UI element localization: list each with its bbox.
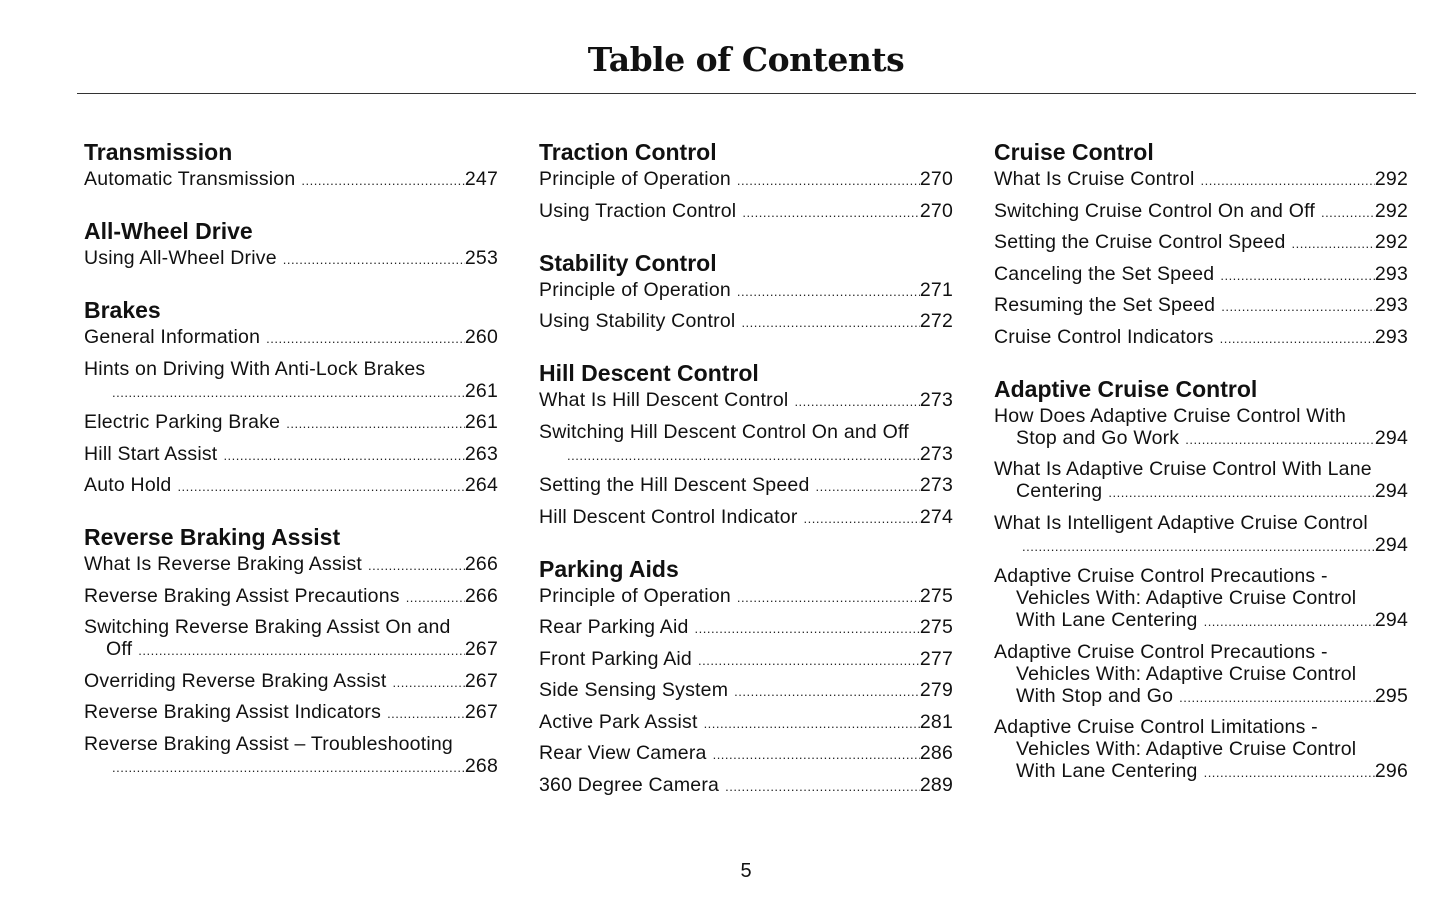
toc-entry-link[interactable] [84, 616, 498, 662]
dot-leader [1108, 480, 1375, 504]
dot-leader [794, 389, 919, 413]
dot-leader [742, 200, 920, 224]
toc-entry-link[interactable] [994, 565, 1408, 633]
entry-title: Resuming the Set Speed [994, 294, 1216, 316]
toc-entry-link[interactable] [539, 421, 953, 467]
toc-entry-link[interactable] [994, 326, 1408, 350]
dot-leader [1221, 294, 1375, 318]
entry-title: What Is Cruise Control [994, 168, 1195, 190]
entry-main-line [539, 506, 953, 530]
dot-leader [734, 679, 920, 703]
entry-title-line: Vehicles With: Adaptive Cruise Control [1016, 587, 1357, 609]
dot-leader [725, 774, 920, 798]
entry-title: Active Park Assist [539, 710, 698, 733]
entry-page-number: 268 [464, 754, 498, 777]
entry-page-number: 271 [919, 278, 953, 301]
entry-main-line [539, 679, 953, 703]
entry-main-line [539, 648, 953, 672]
page-title: Table of Contents [587, 40, 905, 79]
entry-title-line: Vehicles With: Adaptive Cruise Control [1016, 738, 1357, 760]
entry-main-line [994, 263, 1408, 287]
entry-main-line [539, 774, 953, 798]
entry-page-number: 275 [919, 584, 953, 607]
entry-title-line [539, 421, 953, 443]
entry-title: Automatic Transmission [84, 168, 296, 190]
toc-section-stability-control [539, 248, 953, 335]
toc-entry-link[interactable] [539, 310, 953, 334]
section-heading: Parking Aids [539, 555, 679, 582]
entry-title-line [994, 641, 1408, 663]
dot-leader [1201, 168, 1375, 192]
entry-title: Hill Descent Control Indicator [539, 505, 798, 528]
entry-page-number: 292 [1374, 199, 1408, 222]
entry-page-number: 267 [464, 701, 498, 723]
entry-page-number: 267 [464, 669, 498, 692]
dot-leader [112, 380, 465, 404]
section-heading: Traction Control [539, 139, 717, 165]
entry-main-line [84, 670, 498, 694]
entry-main-line [84, 701, 498, 725]
entry-title: Switching Reverse Braking Assist On and [84, 616, 451, 638]
entry-title-line [994, 716, 1408, 738]
dot-leader [1291, 231, 1374, 255]
dot-leader [737, 279, 920, 303]
dot-leader [1321, 200, 1375, 224]
entry-main-line [539, 200, 953, 224]
toc-column-2 [539, 137, 953, 822]
entry-title: With Lane Centering [1016, 609, 1198, 631]
entry-main-line [994, 294, 1408, 318]
entry-main-line [84, 380, 498, 404]
entry-main-line [994, 326, 1408, 350]
entry-title: Using Stability Control [539, 310, 736, 332]
entry-page-number: 293 [1374, 325, 1408, 348]
entry-title: Switching Hill Descent Control On and Off [539, 420, 909, 443]
section-heading: Stability Control [539, 249, 717, 276]
toc-entry-link[interactable] [994, 512, 1408, 558]
entry-main-line [539, 310, 953, 334]
dot-leader [737, 168, 920, 192]
entry-title: Cruise Control Indicators [994, 325, 1214, 348]
toc-entry-link[interactable] [84, 443, 498, 467]
entry-page-number: 267 [464, 638, 498, 660]
dot-leader [567, 443, 920, 467]
entry-title: Principle of Operation [539, 168, 731, 190]
toc-entry-link[interactable] [539, 648, 953, 672]
dot-leader [177, 474, 464, 498]
entry-title: Electric Parking Brake [84, 411, 281, 433]
toc-entry-link[interactable] [84, 585, 498, 609]
entry-title: Principle of Operation [539, 278, 731, 301]
entry-title: Stop and Go Work [1016, 426, 1180, 449]
dot-leader [1220, 326, 1375, 350]
entry-page-number: 261 [464, 379, 498, 402]
dot-leader [286, 411, 465, 435]
entry-title: Reverse Braking Assist Precautions [84, 584, 400, 607]
entry-title: Front Parking Aid [539, 647, 692, 670]
entry-title: Hill Start Assist [84, 442, 218, 465]
entry-title-line [994, 565, 1408, 587]
title-divider [77, 93, 1416, 94]
dot-leader [1022, 534, 1375, 558]
entry-page-number: 292 [1374, 168, 1408, 190]
dot-leader [804, 506, 920, 530]
toc-entry-link[interactable] [994, 716, 1408, 784]
entry-title: Rear View Camera [539, 742, 707, 764]
toc-section-reverse-braking-assist [84, 522, 498, 779]
entry-main-line [994, 609, 1408, 633]
entry-title: What Is Intelligent Adaptive Cruise Control [994, 511, 1368, 534]
toc-entry-link[interactable] [84, 326, 498, 350]
entry-page-number: 289 [919, 773, 953, 796]
section-heading: Cruise Control [994, 139, 1154, 165]
toc-section-parking-aids [539, 554, 953, 798]
entry-title: What Is Adaptive Cruise Control With Lane [994, 458, 1372, 480]
entry-page-number: 261 [464, 411, 498, 433]
section-heading: All-Wheel Drive [84, 218, 253, 244]
entry-main-line [994, 685, 1408, 709]
toc-entry-link[interactable] [539, 742, 953, 766]
entry-main-line [84, 474, 498, 498]
dot-leader [266, 326, 465, 350]
entry-main-line [84, 755, 498, 779]
entry-main-line [539, 443, 953, 467]
toc-entry-link[interactable] [84, 247, 498, 271]
toc-section-cruise-control [994, 137, 1408, 350]
entry-main-line [539, 742, 953, 766]
entry-page-number: 294 [1374, 533, 1408, 556]
dot-leader [301, 168, 464, 192]
section-heading: Adaptive Cruise Control [994, 375, 1258, 402]
toc-section-adaptive-cruise-control [994, 374, 1408, 785]
dot-leader [741, 310, 919, 334]
toc-entry-link[interactable] [84, 168, 498, 192]
entry-main-line [994, 760, 1408, 784]
entry-title: Using Traction Control [539, 199, 737, 222]
toc-entry-link[interactable] [539, 389, 953, 413]
dot-leader [406, 585, 465, 609]
toc-entry-link[interactable] [539, 200, 953, 224]
toc-entry-link[interactable] [539, 679, 953, 703]
entry-page-number: 295 [1374, 684, 1408, 707]
entry-title-line [994, 405, 1408, 427]
entry-title: Setting the Hill Descent Speed [539, 474, 810, 496]
dot-leader [1204, 760, 1375, 784]
dot-leader [698, 648, 920, 672]
entry-main-line [994, 427, 1408, 451]
entry-page-number: 275 [919, 616, 953, 638]
entry-page-number: 260 [464, 326, 498, 348]
entry-main-line [539, 711, 953, 735]
entry-page-number: 281 [919, 710, 953, 733]
entry-page-number: 266 [464, 584, 498, 607]
dot-leader [223, 443, 464, 467]
section-heading: Brakes [84, 297, 161, 323]
section-heading: Hill Descent Control [539, 360, 759, 386]
entry-title: General Information [84, 326, 261, 348]
toc-entry-link[interactable] [539, 774, 953, 798]
dot-leader [816, 474, 920, 498]
entry-title-line: Vehicles With: Adaptive Cruise Control [1016, 662, 1357, 685]
entry-main-line [994, 480, 1408, 504]
entry-title: How Does Adaptive Cruise Control With [994, 404, 1347, 427]
dot-leader [368, 553, 465, 577]
toc-entry-link[interactable] [994, 231, 1408, 255]
entry-title: Hints on Driving With Anti-Lock Brakes [84, 357, 426, 380]
dot-leader [737, 585, 920, 609]
entry-page-number: 293 [1374, 294, 1408, 316]
toc-entry-link[interactable] [994, 168, 1408, 192]
toc-entry-link[interactable] [994, 458, 1408, 504]
entry-title: Switching Cruise Control On and Off [994, 199, 1315, 222]
entry-title: Rear Parking Aid [539, 616, 689, 638]
toc-entry-link[interactable] [84, 474, 498, 498]
toc-section-hill-descent-control [539, 358, 953, 530]
entry-page-number: 294 [1374, 426, 1408, 449]
entry-page-number: 294 [1374, 480, 1408, 502]
entry-title: Principle of Operation [539, 584, 731, 607]
entry-title: Off [106, 638, 133, 660]
entry-title-line [994, 512, 1408, 534]
dot-leader [695, 616, 920, 640]
entry-title: Using All-Wheel Drive [84, 247, 277, 269]
toc-entry-link[interactable] [539, 474, 953, 498]
entry-main-line [84, 585, 498, 609]
entry-page-number: 266 [464, 553, 498, 575]
entry-title: 360 Degree Camera [539, 773, 720, 796]
entry-main-line [84, 168, 498, 192]
toc-entry-link[interactable] [539, 279, 953, 303]
entry-page-number: 253 [464, 247, 498, 269]
entry-title: What Is Reverse Braking Assist [84, 553, 363, 575]
entry-title-line [84, 358, 498, 380]
entry-title-line [84, 733, 498, 755]
entry-title: With Lane Centering [1016, 760, 1198, 782]
entry-page-number: 274 [919, 505, 953, 528]
dot-leader [112, 755, 465, 779]
entry-page-number: 270 [919, 199, 953, 222]
toc-entry-link[interactable] [84, 411, 498, 435]
entry-main-line [539, 474, 953, 498]
entry-main-line [84, 638, 498, 662]
entry-title: Canceling the Set Speed [994, 262, 1215, 285]
toc-entry-link[interactable] [539, 506, 953, 530]
toc-entry-link[interactable] [994, 294, 1408, 318]
entry-page-number: 272 [919, 310, 953, 332]
entry-main-line [539, 585, 953, 609]
entry-main-line [539, 168, 953, 192]
entry-main-line [994, 534, 1408, 558]
dot-leader [1220, 263, 1375, 287]
entry-page-number: 279 [919, 679, 953, 701]
entry-page-number: 286 [919, 742, 953, 764]
entry-title: Adaptive Cruise Control Precautions - [994, 565, 1328, 587]
entry-main-line [84, 443, 498, 467]
toc-entry-link[interactable] [994, 641, 1408, 709]
entry-title: Adaptive Cruise Control Precautions - [994, 640, 1328, 663]
section-heading: Reverse Braking Assist [84, 524, 341, 550]
entry-main-line [84, 326, 498, 350]
toc-entry-link[interactable] [539, 168, 953, 192]
entry-title: Adaptive Cruise Control Limitations - [994, 716, 1318, 738]
entry-page-number: 264 [464, 474, 498, 496]
toc-entry-link[interactable] [84, 670, 498, 694]
dot-leader [138, 638, 465, 662]
dot-leader [704, 711, 920, 735]
entry-page-number: 277 [919, 647, 953, 670]
entry-main-line [994, 200, 1408, 224]
entry-page-number: 294 [1374, 609, 1408, 631]
dot-leader [283, 247, 465, 271]
entry-title: With Stop and Go [1016, 684, 1174, 707]
toc-entry-link[interactable] [994, 405, 1408, 451]
toc-entry-link[interactable] [539, 585, 953, 609]
dot-leader [1185, 427, 1375, 451]
entry-title: Centering [1016, 480, 1103, 502]
entry-main-line [84, 411, 498, 435]
entry-page-number: 273 [919, 474, 953, 496]
toc-entry-link[interactable] [539, 711, 953, 735]
entry-title: What Is Hill Descent Control [539, 389, 789, 411]
section-heading: Transmission [84, 139, 233, 165]
entry-main-line [539, 389, 953, 413]
entry-title-line [84, 616, 498, 638]
entry-title: Reverse Braking Assist – Troubleshooting [84, 732, 453, 755]
entry-main-line [84, 553, 498, 577]
dot-leader [713, 742, 920, 766]
entry-main-line [994, 168, 1408, 192]
dot-leader [1204, 609, 1375, 633]
toc-entry-link[interactable] [994, 200, 1408, 224]
entry-main-line [994, 231, 1408, 255]
toc-section-traction-control [539, 137, 953, 224]
page-number: 5 [740, 860, 752, 882]
entry-page-number: 273 [919, 389, 953, 411]
entry-title: Auto Hold [84, 474, 172, 496]
toc-entry-link[interactable] [84, 358, 498, 404]
toc-entry-link[interactable] [84, 733, 498, 779]
entry-page-number: 273 [919, 442, 953, 465]
toc-section-transmission [84, 137, 498, 192]
entry-title: Overriding Reverse Braking Assist [84, 669, 387, 692]
toc-entry-link[interactable] [539, 616, 953, 640]
entry-page-number: 270 [919, 168, 953, 190]
toc-entry-link[interactable] [994, 263, 1408, 287]
entry-page-number: 292 [1374, 231, 1408, 253]
dot-leader [1179, 685, 1375, 709]
entry-title: Side Sensing System [539, 679, 729, 701]
entry-title-line [994, 458, 1408, 480]
entry-page-number: 296 [1374, 760, 1408, 782]
entry-page-number: 263 [464, 442, 498, 465]
toc-entry-link[interactable] [84, 701, 498, 725]
dot-leader [387, 701, 465, 725]
entry-page-number: 293 [1374, 262, 1408, 285]
entry-title: Setting the Cruise Control Speed [994, 231, 1286, 253]
toc-entry-link[interactable] [84, 553, 498, 577]
toc-section-brakes [84, 295, 498, 498]
entry-page-number: 247 [464, 168, 498, 190]
dot-leader [392, 670, 464, 694]
toc-column-3 [994, 137, 1408, 808]
toc-column-1 [84, 137, 498, 803]
entry-main-line [84, 247, 498, 271]
entry-main-line [539, 279, 953, 303]
entry-main-line [539, 616, 953, 640]
toc-section-all-wheel-drive [84, 216, 498, 271]
entry-title: Reverse Braking Assist Indicators [84, 701, 382, 723]
